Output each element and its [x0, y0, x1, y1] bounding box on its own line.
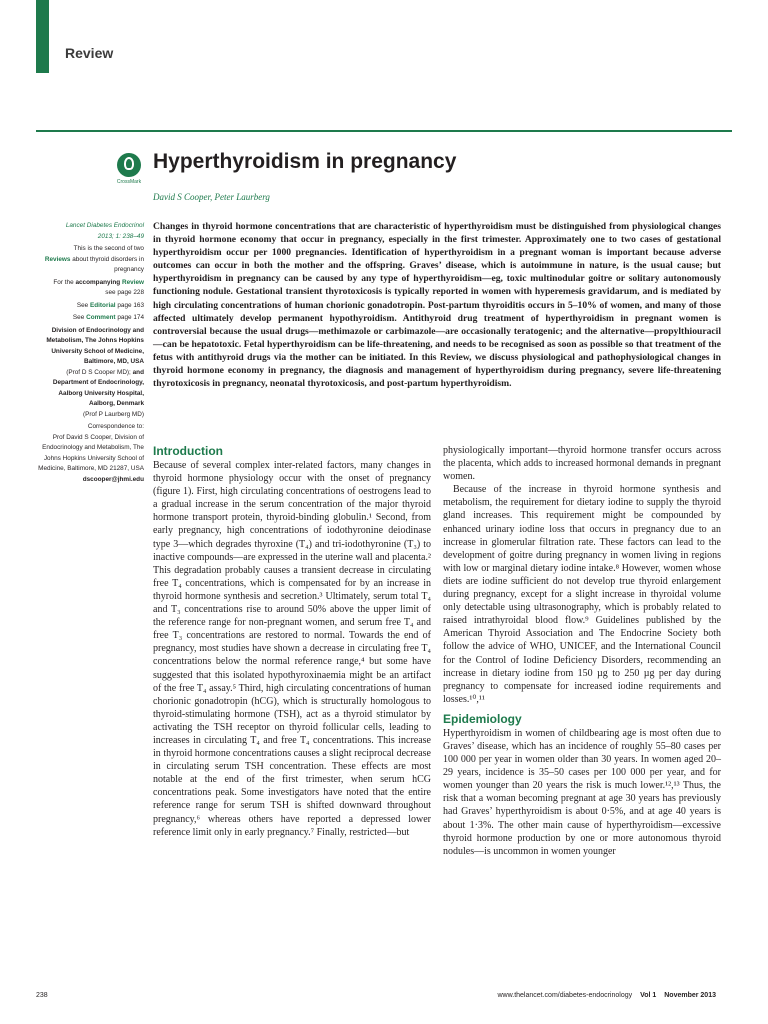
affiliation-1: Division of Endocrinology and Metabolism, The Johns Hopkins University School of Medicine, Baltimore, MD, USA [46, 326, 144, 365]
accompanying-page: see page 228 [105, 289, 144, 296]
series-note [36, 244, 144, 276]
series-note-text-2: about thyroid disorders in pregnancy [72, 255, 144, 273]
correspondence-text: Prof David S Cooper, Division of Endocrinology and Metabolism, The Johns Hopkins University School of Medicine, Baltimore, MD 21287, USA [38, 433, 144, 472]
sidebar-citation-block [36, 221, 144, 242]
section-label: Review [65, 45, 114, 61]
introduction-paragraph: Because of several complex inter-related factors, many changes in thyroid hormone physiology occur with the onset of pregnancy (figure 1). First, high circulating concentrations of oestrogens lead to a gradual increase in the serum concentration of the major thyroid hormone transport protein, thyroid-binding globulin.¹ Second, from early pregnancy, high concentrations of iodothyronine deiodinase type 3—which degrades thyroxine (T₄) and tri-iodothyronine (T₃) to inactive compounds—are expressed in the uterine wall and placenta.² This degradation probably causes a transient decrease in circulating free T₄ concentrations, which is compensated for by an increase in thyroid hormone synthesis and secretion.³ Ultimately, serum total T₄ and T₃ concentrations rise to around 50% above the upper limit of the reference range for non-pregnant women, and serum free T₄ and free T₃ concentrations are restored to normal. Towards the end of pregnancy, most studies have shown a decrease in circulating free T₄ concentrations below the normal reference range,⁴ but some have suggested that this isolated hypothyroxinaemia might be an artifact of the free T₄ assay.⁵ Third, high circulating concentrations of human chorionic gonadotropin (hCG), which is structurally homologous to thyroid-stimulating hormone (TSH), act as a thyroid stimulator by activating the TSH receptor on thyroid follicular cells, leading to increases in circulating T₄ and free T₄ concentrations. This increase in thyroid hormone concentrations causes a slight reciprocal decrease in circulating serum TSH concentration. These effects are most notable at the end of the first trimester, when serum hCG concentrations peak. Some investigators have noted that the entire reference range for serum TSH is shifted downward throughout pregnancy,⁶ whereas others have reported a depressed lower reference limit only in early pregnancy.⁷ Finally, restricted—but [153, 460, 431, 838]
comment-note [36, 313, 144, 324]
series-note-text: This is the second of two [73, 245, 144, 252]
journal-name: Lancet Diabetes Endocrinol [65, 222, 144, 229]
correspondence-email[interactable]: dscooper@jhmi.edu [82, 475, 144, 483]
body-column-right [443, 444, 721, 858]
comment-page: page 174 [117, 314, 144, 321]
citation: 2013; 1: 238–49 [97, 232, 144, 240]
crossmark-icon [117, 153, 141, 177]
sidebar [36, 221, 144, 487]
accompanying-note [36, 278, 144, 299]
epidemiology-heading: Epidemiology [443, 711, 522, 726]
header-rule [36, 130, 732, 132]
accompanying-word: accompanying [75, 278, 121, 286]
introduction-heading: Introduction [153, 444, 223, 458]
accompanying-review-link[interactable]: Review [121, 278, 144, 286]
footer-url[interactable]: www.thelancet.com/diabetes-endocrinology [497, 992, 633, 999]
affiliation-2: Department of Endocrinology, Aalborg University Hospital, Aalborg, Denmark [52, 379, 144, 407]
footer-date: November 2013 [664, 992, 716, 999]
correspondence-label: Correspondence to: [87, 423, 144, 430]
comment-see: See [72, 314, 85, 321]
abstract: Changes in thyroid hormone concentrations that are characteristic of hyperthyroidism must be distinguished from physiological changes in thyroid hormone economy that occur in pregnancy, especially in the first trimester. Approximately one to two cases of gestational hyperthyroidism occur per 1000 pregnancies. Identification of hyperthyroidism in a pregnant woman is important because adverse outcomes can occur in both the mother and the offspring. Graves’ disease, which is autoimmune in nature, is the usual cause; but hyperthyroidism in pregnancy can be caused by any type of hyperthyroidism—eg, toxic multinodular goitre or solitary autonomously functioning nodule. Gestational transient thyrotoxicosis is typically reported in women with hyperemesis gravidarum, and is mediated by high circulating concentrations of human chorionic gonadotropin. Post-partum thyroiditis occurs in 5–10% of women, and many of those affected ultimately develop permanent hypothyroidism. Antithyroid drug treatment of hyperthyroidism in pregnant women is controversial because the usual drugs—methimazole or carbimazole—are occasionally teratogenic; and the alternative—propylthiouracil—can be hepatotoxic. Fetal hyperthyroidism can be life-threatening, and needs to be recognised as soon as possible so that treatment of the fetus with antithyroid drugs via the mother can be initiated. In this Review, we discuss physiological and pathophysiological changes in thyroid hormone economy in pregnancy, the diagnosis and management of hyperthyroidism during pregnancy, severe life-threatening thyrotoxicosis in pregnancy, neonatal thyrotoxicosis, and post-partum hyperthyroidism. [153, 221, 721, 390]
epidemiology-paragraph: Hyperthyroidism in women of childbearing age is most often due to Graves’ disease, which has an incidence of roughly 55–80 cases per 100 000 per year in women older than 30 years. In women aged 20–29 years, incidence is 35–50 cases per 100 000 per year, and for women younger than 20 years the risk is much lower.¹²,¹³ Thus, the risk that a woman becoming pregnant at age 30 years has previously had Graves’ hyperthyroidism is about 0·5%, and at age 40 years is about 1·3%. The other main cause of hyperthyroidism—excessive thyroid hormone production by one or more autonomous thyroid nodules—is uncommon in women younger [443, 727, 721, 857]
comment-link[interactable]: Comment [86, 314, 116, 321]
series-reviews-link[interactable]: Reviews [44, 255, 71, 263]
footer-journal-info [497, 992, 716, 999]
affiliation-and: and [132, 368, 144, 376]
footer-volume: Vol 1 [640, 992, 657, 999]
paragraph-continued: physiologically important—thyroid hormone transfer occurs across the placenta, which adds to increased hormonal demands in pregnant women. [443, 445, 721, 483]
editorial-note [36, 301, 144, 312]
crossmark-label: CrossMark [116, 179, 142, 185]
iodine-paragraph: Because of the increase in thyroid hormone synthesis and metabolism, the requirement for dietary iodine to supply the thyroid gland increases. This requirement might be compounded by enhanced urinary iodine loss that occurs in pregnancy due to an increase in glomerular filtration rate. These factors can lead to the development of goitre during pregnancy in women living in regions with low or marginal dietary iodine intake.⁸ However, women whose diets are iodine sufficient do not develop true thyroid enlargement during pregnancy, except for a slight increase in thyroidal volume only detectable using ultrasonography, which is probably related to raised intrathyroidal blood flow.⁹ Guidelines published by the American Thyroid Association and The Endocrine Society both follow the advice of WHO, UNICEF, and the International Council for the Control of Iodine Deficiency Disorders, recommending an increase in dietary iodine from 150 µg to 250 µg per day during pregnancy to compensate for increased iodine requirements and losses.¹⁰,¹¹ [443, 484, 721, 705]
correspondence [36, 422, 144, 485]
section-color-bar [36, 0, 49, 73]
editorial-link[interactable]: Editorial [89, 301, 116, 309]
crossmark-badge[interactable] [112, 153, 146, 185]
editorial-page: page 163 [117, 301, 144, 309]
article-title: Hyperthyroidism in pregnancy [153, 150, 457, 173]
affiliations [36, 326, 144, 421]
page-number: 238 [36, 992, 48, 999]
editorial-see: See [76, 301, 89, 309]
article-authors: David S Cooper, Peter Laurberg [153, 192, 270, 202]
body-column-left [153, 444, 431, 839]
affiliation-2-note: (Prof P Laurberg MD) [83, 410, 144, 418]
accompanying-text: For the [53, 278, 74, 286]
affiliation-1-note: (Prof D S Cooper MD); [66, 368, 131, 376]
